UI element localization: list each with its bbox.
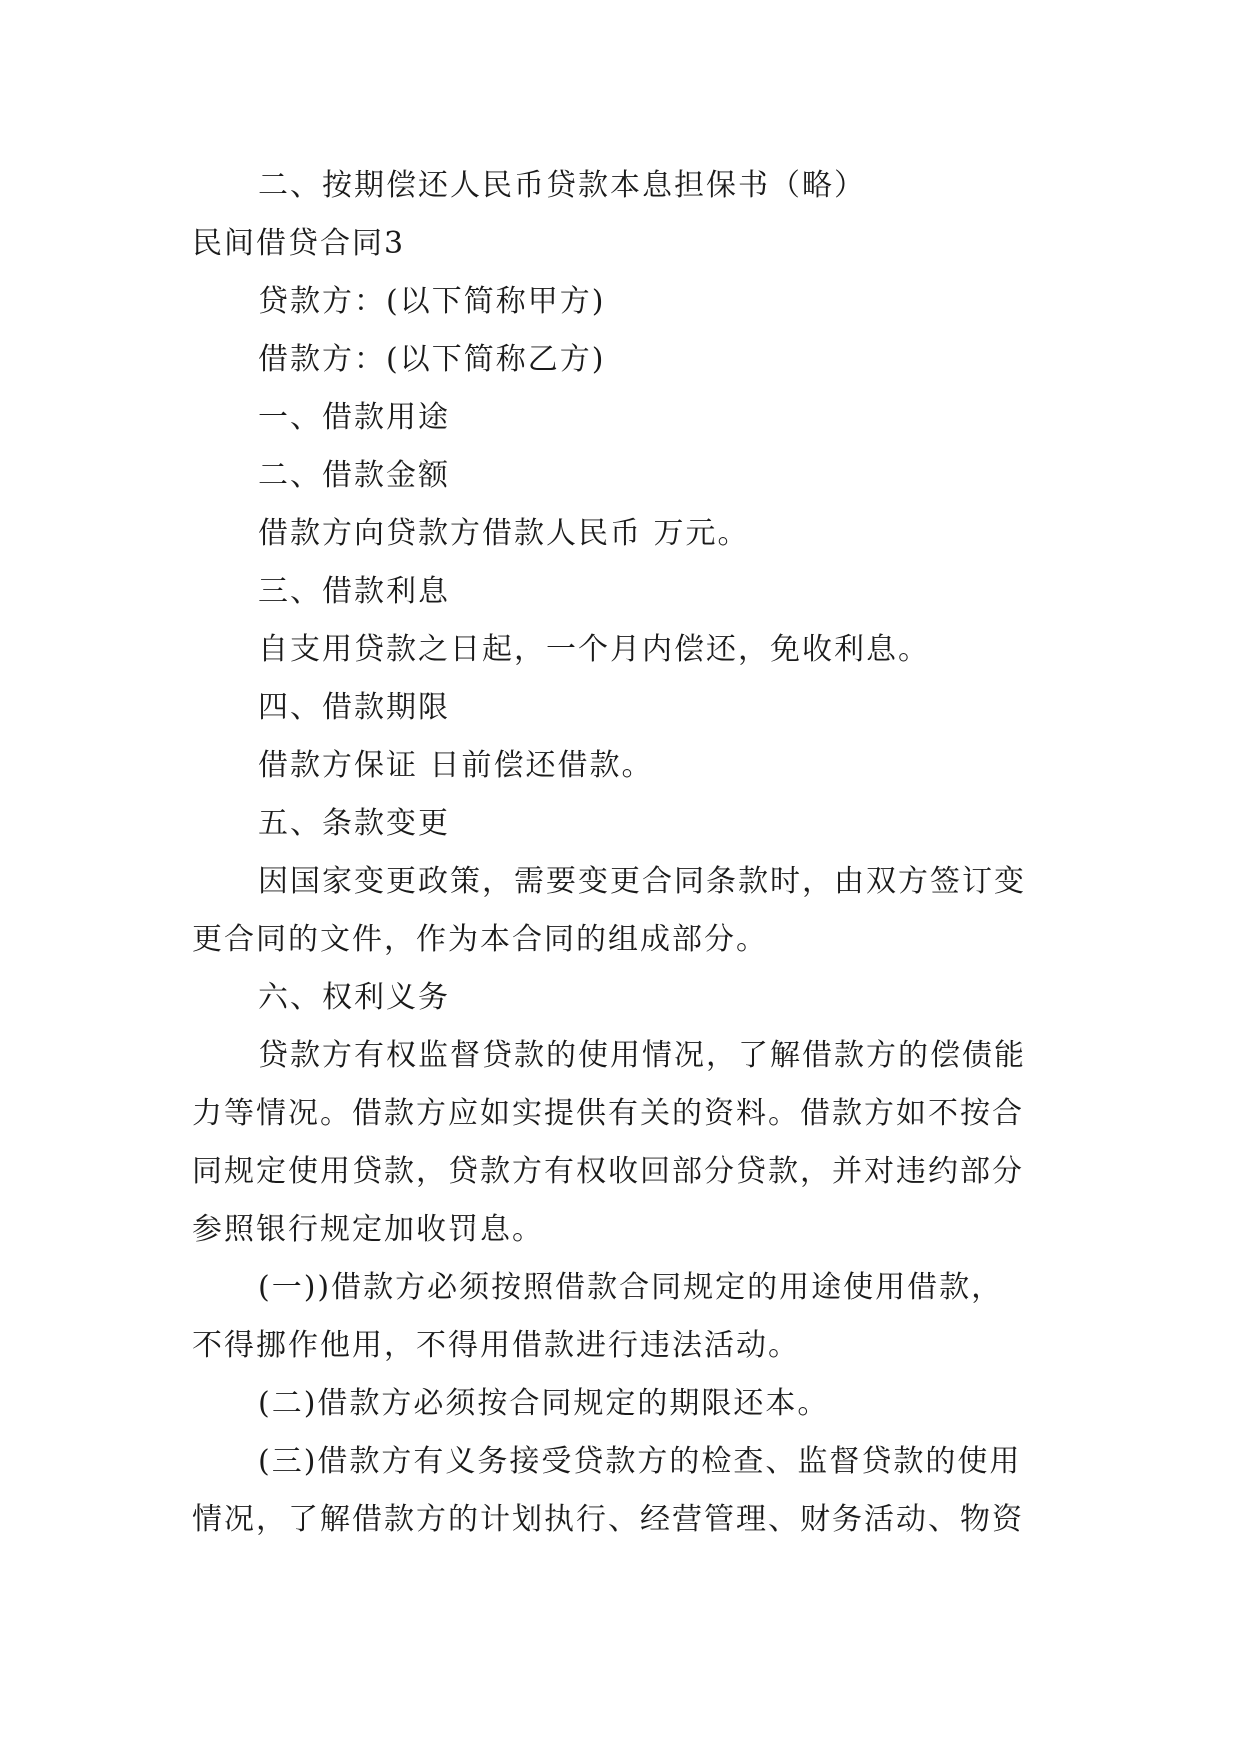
section-heading-changes: 五、条款变更	[258, 806, 450, 841]
clause-1-line-2: 不得挪作他用，不得用借款进行违法活动。	[192, 1328, 800, 1363]
clause-3-line-2: 情况，了解借款方的计划执行、经营管理、财务活动、物资	[192, 1502, 1024, 1537]
section-heading-purpose: 一、借款用途	[258, 400, 450, 435]
borrower-line: 借款方：(以下简称乙方)	[258, 342, 606, 377]
rights-text-line-4: 参照银行规定加收罚息。	[192, 1212, 544, 1247]
interest-text: 自支用贷款之日起，一个月内偿还，免收利息。	[258, 632, 930, 667]
rights-text-line-1: 贷款方有权监督贷款的使用情况，了解借款方的偿债能	[258, 1038, 1026, 1073]
lender-line: 贷款方：(以下简称甲方)	[258, 284, 606, 319]
section-heading-amount: 二、借款金额	[258, 458, 450, 493]
guarantee-heading: 二、按期偿还人民币贷款本息担保书（略）	[258, 168, 866, 203]
changes-text-line-1: 因国家变更政策，需要变更合同条款时，由双方签订变	[258, 864, 1026, 899]
clause-3-line-1: (三)借款方有义务接受贷款方的检查、监督贷款的使用	[258, 1444, 1022, 1479]
section-heading-interest: 三、借款利息	[258, 574, 450, 609]
term-text: 借款方保证 日前偿还借款。	[258, 748, 654, 783]
changes-text-line-2: 更合同的文件，作为本合同的组成部分。	[192, 922, 768, 957]
section-heading-term: 四、借款期限	[258, 690, 450, 725]
amount-text: 借款方向贷款方借款人民币 万元。	[258, 516, 750, 551]
rights-text-line-2: 力等情况。借款方应如实提供有关的资料。借款方如不按合	[192, 1096, 1024, 1131]
rights-text-line-3: 同规定使用贷款，贷款方有权收回部分贷款，并对违约部分	[192, 1154, 1024, 1189]
contract-title: 民间借贷合同3	[192, 226, 406, 261]
clause-1-line-1: (一))借款方必须按照借款合同规定的用途使用借款，	[258, 1270, 1004, 1305]
clause-2: (二)借款方必须按合同规定的期限还本。	[258, 1386, 830, 1421]
section-heading-rights: 六、权利义务	[258, 980, 450, 1015]
